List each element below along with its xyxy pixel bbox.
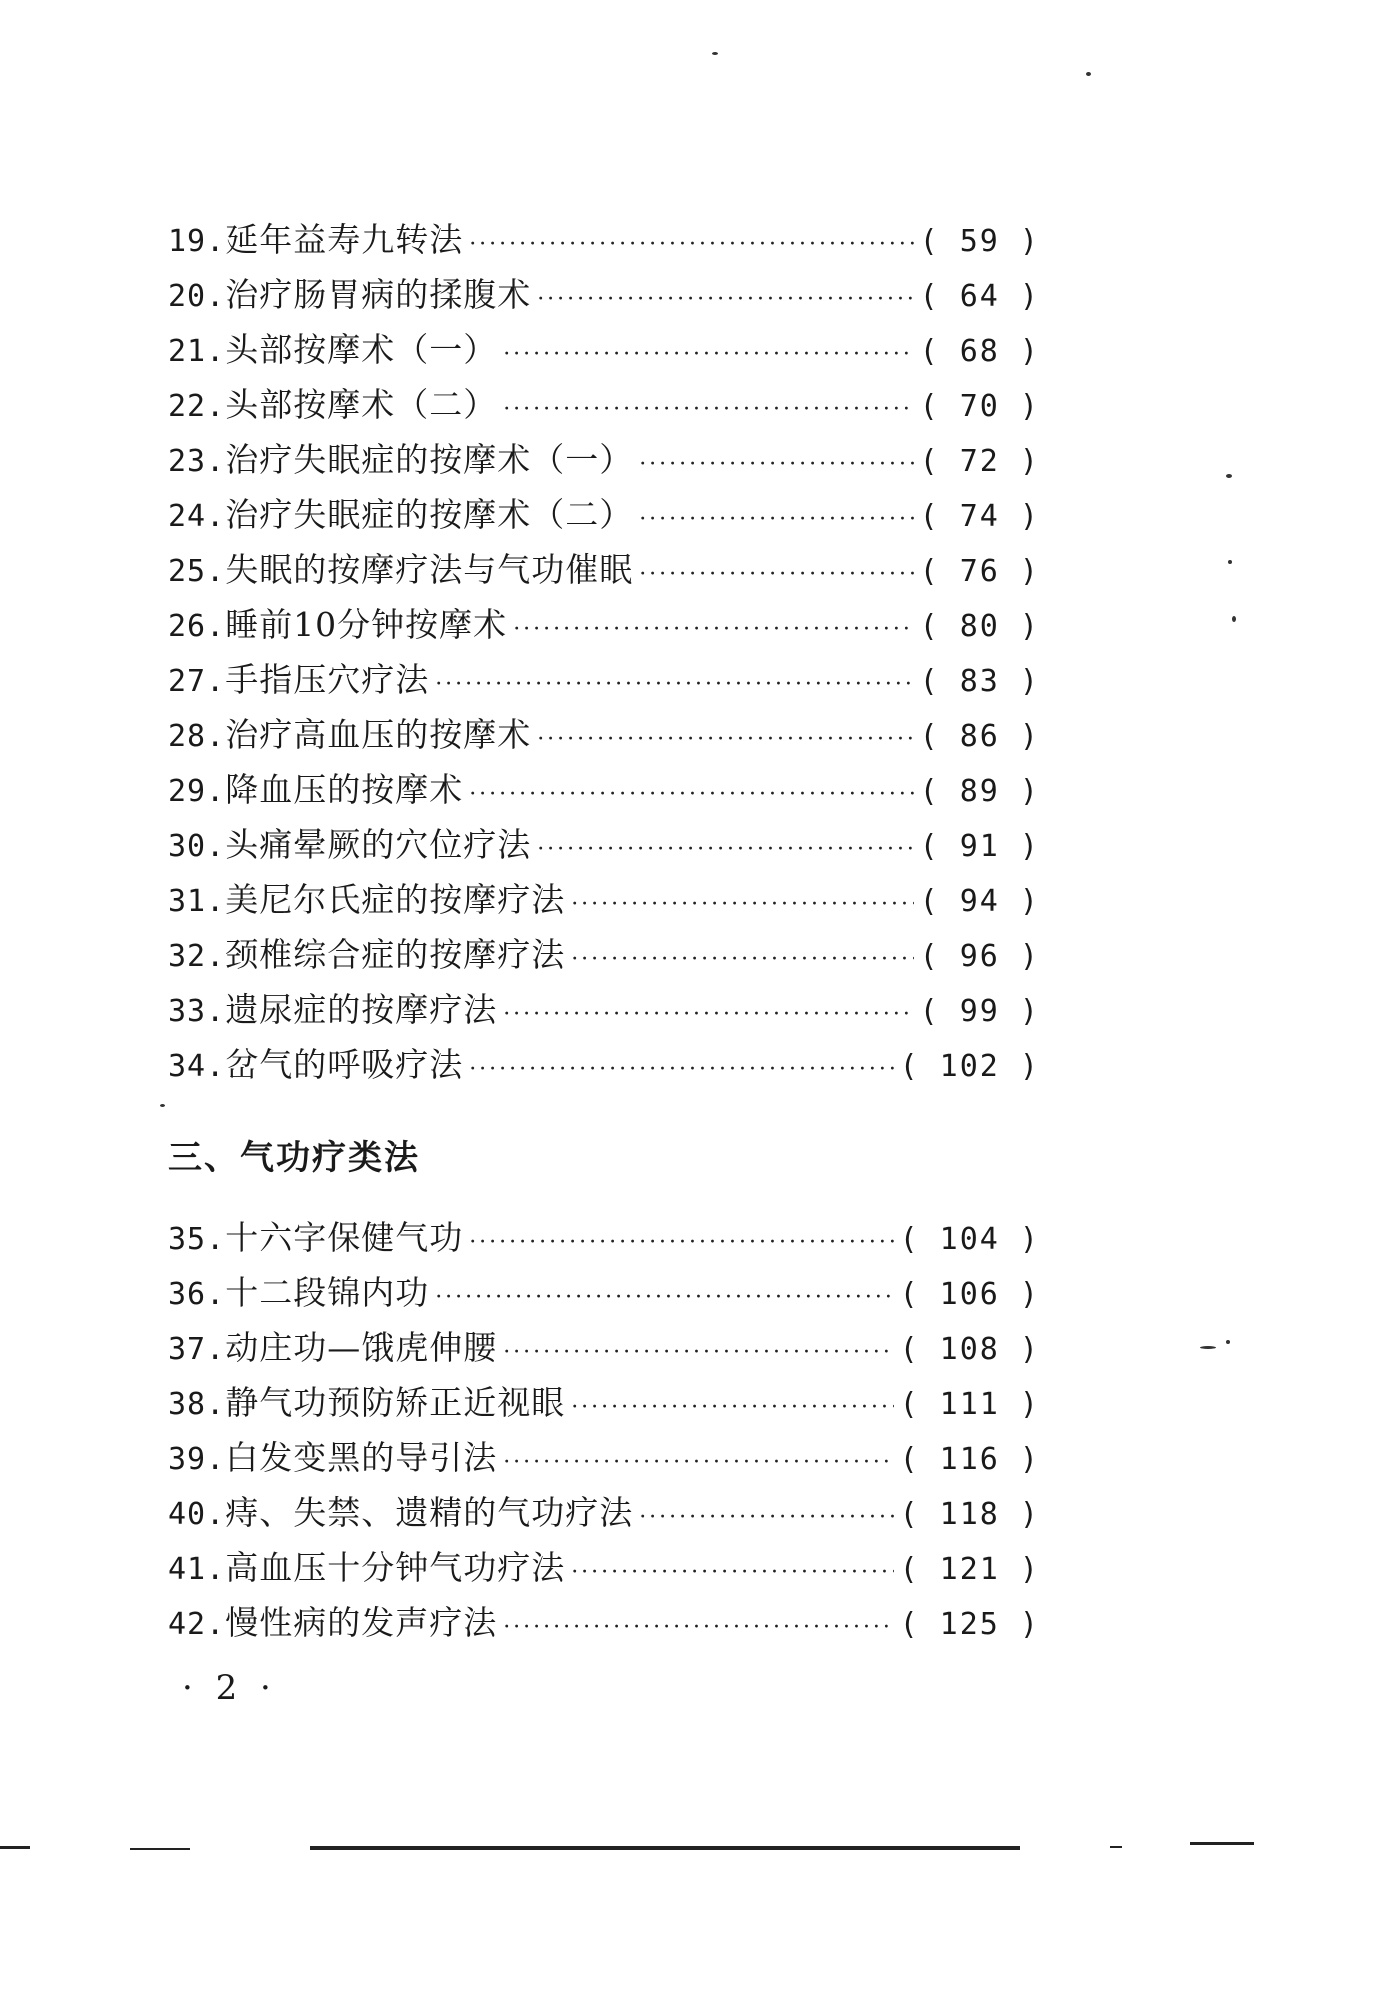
entry-title: 颈椎综合症的按摩疗法 xyxy=(225,935,566,974)
scan-artifact-line xyxy=(310,1846,1020,1850)
scan-artifact-line xyxy=(0,1846,30,1849)
entry-title: 延年益寿九转法 xyxy=(225,220,464,259)
toc-list-massage xyxy=(168,212,1040,1092)
entry-title: 降血压的按摩术 xyxy=(225,770,464,809)
entry-page: ( 121 ) xyxy=(899,1552,1040,1587)
toc-entry[interactable] xyxy=(168,322,1040,377)
entry-page: ( 96 ) xyxy=(919,939,1040,974)
dot-leader xyxy=(503,1600,893,1655)
entry-title: 动庄功—饿虎伸腰 xyxy=(225,1328,498,1367)
entry-page: ( 59 ) xyxy=(919,224,1040,259)
entry-title: 头部按摩术（二） xyxy=(225,385,498,424)
toc-entry[interactable] xyxy=(168,1210,1040,1265)
toc-entry[interactable] xyxy=(168,267,1040,322)
dot-leader xyxy=(639,437,913,492)
section-heading: 三、气功疗类法 xyxy=(168,1138,420,1178)
entry-page: ( 74 ) xyxy=(919,499,1040,534)
entry-number: 34. xyxy=(168,1049,226,1084)
toc-entry[interactable] xyxy=(168,707,1040,762)
entry-title: 治疗失眠症的按摩术（二） xyxy=(225,495,634,534)
entry-page: ( 72 ) xyxy=(919,444,1040,479)
toc-entry[interactable] xyxy=(168,1540,1040,1595)
entry-number: 30. xyxy=(168,829,226,864)
entry-title: 痔、失禁、遗精的气功疗法 xyxy=(225,1493,634,1532)
entry-page: ( 111 ) xyxy=(899,1387,1040,1422)
entry-page: ( 116 ) xyxy=(899,1442,1040,1477)
toc-entry[interactable] xyxy=(168,432,1040,487)
entry-title: 失眠的按摩疗法与气功催眠 xyxy=(225,550,634,589)
dot-leader xyxy=(503,987,913,1042)
scan-artifact-speck xyxy=(160,1104,165,1107)
scan-artifact-line xyxy=(1190,1842,1254,1845)
toc-entry[interactable] xyxy=(168,1430,1040,1485)
scan-artifact-speck xyxy=(1226,1340,1230,1344)
entry-title: 十六字保健气功 xyxy=(225,1218,464,1257)
dot-leader xyxy=(639,492,913,547)
toc-entry[interactable] xyxy=(168,542,1040,597)
entry-number: 42. xyxy=(168,1607,226,1642)
entry-number: 40. xyxy=(168,1497,226,1532)
entry-number: 23. xyxy=(168,444,226,479)
toc-entry[interactable] xyxy=(168,377,1040,432)
entry-number: 39. xyxy=(168,1442,226,1477)
scan-artifact-speck xyxy=(712,52,718,55)
entry-title: 睡前10分钟按摩术 xyxy=(225,605,508,644)
entry-title: 治疗高血压的按摩术 xyxy=(225,715,532,754)
toc-entry[interactable] xyxy=(168,927,1040,982)
entry-title: 治疗肠胃病的揉腹术 xyxy=(225,275,532,314)
toc-entry[interactable] xyxy=(168,652,1040,707)
dot-leader xyxy=(537,272,913,327)
toc-entry[interactable] xyxy=(168,762,1040,817)
entry-number: 20. xyxy=(168,279,226,314)
entry-title: 头痛晕厥的穴位疗法 xyxy=(225,825,532,864)
entry-page: ( 125 ) xyxy=(899,1607,1040,1642)
entry-page: ( 86 ) xyxy=(919,719,1040,754)
dot-leader xyxy=(503,327,913,382)
dot-leader xyxy=(503,1325,893,1380)
entry-page: ( 106 ) xyxy=(899,1277,1040,1312)
toc-entry[interactable] xyxy=(168,1320,1040,1375)
dot-leader xyxy=(571,932,913,987)
dot-leader xyxy=(469,1042,893,1097)
scan-artifact-speck xyxy=(1200,1346,1216,1349)
entry-page: ( 70 ) xyxy=(919,389,1040,424)
entry-number: 37. xyxy=(168,1332,226,1367)
entry-number: 25. xyxy=(168,554,226,589)
entry-page: ( 99 ) xyxy=(919,994,1040,1029)
dot-leader xyxy=(469,217,913,272)
entry-number: 38. xyxy=(168,1387,226,1422)
entry-title: 遗尿症的按摩疗法 xyxy=(225,990,498,1029)
entry-number: 35. xyxy=(168,1222,226,1257)
dot-leader xyxy=(639,1490,893,1545)
entry-title: 治疗失眠症的按摩术（一） xyxy=(225,440,634,479)
entry-title: 头部按摩术（一） xyxy=(225,330,498,369)
dot-leader xyxy=(537,822,913,877)
entry-number: 33. xyxy=(168,994,226,1029)
entry-number: 32. xyxy=(168,939,226,974)
entry-title: 白发变黑的导引法 xyxy=(225,1438,498,1477)
entry-number: 27. xyxy=(168,664,226,699)
entry-number: 36. xyxy=(168,1277,226,1312)
toc-entry[interactable] xyxy=(168,872,1040,927)
scan-artifact-speck xyxy=(1086,72,1091,76)
entry-page: ( 64 ) xyxy=(919,279,1040,314)
toc-entry[interactable] xyxy=(168,597,1040,652)
dot-leader xyxy=(503,382,913,437)
scan-artifact-speck xyxy=(1226,474,1232,478)
toc-entry[interactable] xyxy=(168,1037,1040,1092)
entry-page: ( 80 ) xyxy=(919,609,1040,644)
entry-page: ( 68 ) xyxy=(919,334,1040,369)
toc-entry[interactable] xyxy=(168,1265,1040,1320)
dot-leader xyxy=(571,1380,893,1435)
entry-number: 21. xyxy=(168,334,226,369)
entry-title: 慢性病的发声疗法 xyxy=(225,1603,498,1642)
entry-page: ( 102 ) xyxy=(899,1049,1040,1084)
entry-number: 31. xyxy=(168,884,226,919)
dot-leader xyxy=(435,1270,893,1325)
dot-leader xyxy=(469,1215,893,1270)
scan-artifact-line xyxy=(1110,1846,1122,1848)
entry-page: ( 118 ) xyxy=(899,1497,1040,1532)
dot-leader xyxy=(503,1435,893,1490)
dot-leader xyxy=(571,877,913,932)
entry-page: ( 104 ) xyxy=(899,1222,1040,1257)
dot-leader xyxy=(571,1545,893,1600)
dot-leader xyxy=(469,767,913,822)
scan-artifact-speck xyxy=(1228,560,1232,564)
entry-title: 静气功预防矫正近视眼 xyxy=(225,1383,566,1422)
entry-page: ( 94 ) xyxy=(919,884,1040,919)
toc-list-qigong xyxy=(168,1210,1040,1650)
toc-entry[interactable] xyxy=(168,212,1040,267)
entry-number: 22. xyxy=(168,389,226,424)
toc-entry[interactable] xyxy=(168,1485,1040,1540)
entry-number: 28. xyxy=(168,719,226,754)
dot-leader xyxy=(537,712,913,767)
dot-leader xyxy=(639,547,913,602)
entry-page: ( 108 ) xyxy=(899,1332,1040,1367)
toc-entry[interactable] xyxy=(168,817,1040,872)
scan-artifact-line xyxy=(130,1848,190,1850)
entry-page: ( 76 ) xyxy=(919,554,1040,589)
entry-number: 19. xyxy=(168,224,226,259)
toc-entry[interactable] xyxy=(168,487,1040,542)
entry-title: 高血压十分钟气功疗法 xyxy=(225,1548,566,1587)
scan-artifact-speck xyxy=(1232,616,1236,622)
entry-title: 美尼尔氏症的按摩疗法 xyxy=(225,880,566,919)
toc-entry[interactable] xyxy=(168,1595,1040,1650)
entry-number: 41. xyxy=(168,1552,226,1587)
page-number: · 2 · xyxy=(182,1668,277,1708)
dot-leader xyxy=(435,657,913,712)
entry-page: ( 91 ) xyxy=(919,829,1040,864)
dot-leader xyxy=(513,602,913,657)
entry-page: ( 83 ) xyxy=(919,664,1040,699)
entry-title: 十二段锦内功 xyxy=(225,1273,430,1312)
entry-page: ( 89 ) xyxy=(919,774,1040,809)
entry-title: 岔气的呼吸疗法 xyxy=(225,1045,464,1084)
toc-entry[interactable] xyxy=(168,982,1040,1037)
entry-number: 29. xyxy=(168,774,226,809)
entry-title: 手指压穴疗法 xyxy=(225,660,430,699)
entry-number: 26. xyxy=(168,609,226,644)
entry-number: 24. xyxy=(168,499,226,534)
toc-entry[interactable] xyxy=(168,1375,1040,1430)
